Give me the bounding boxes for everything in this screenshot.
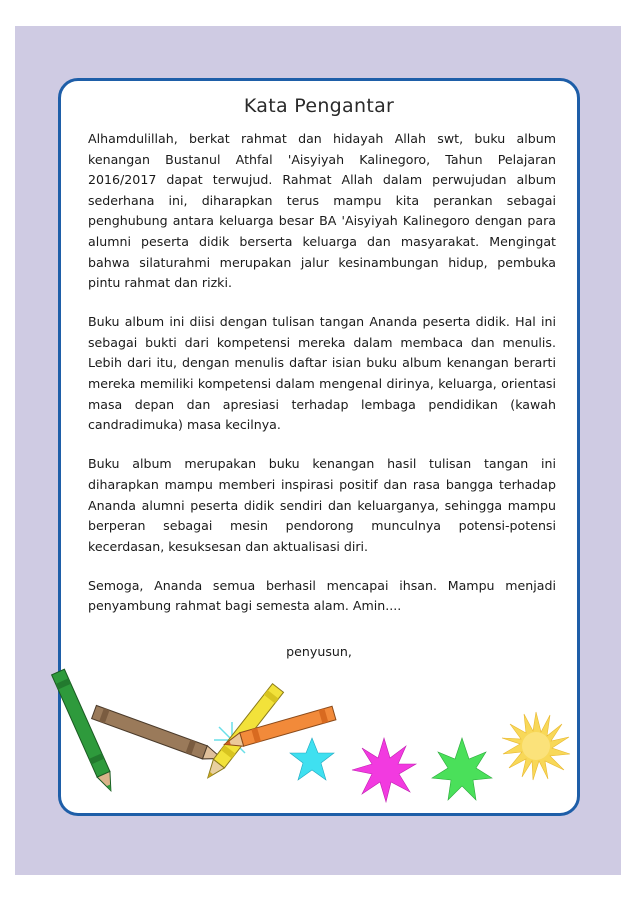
signoff: penyusun, — [286, 644, 352, 659]
paragraph-3: Buku album merupakan buku kenangan hasil tulisan tangan ini diharapkan mampu memberi inspirasi positif dan rasa bangga terhadap Ananda alumni peserta didik sendiri dan keluarganya, sehingga mampu berperan sebagai mesin pendorong munculnya potensi-potensi kecerdasan, kesuksesan dan aktualisasi diri. — [88, 456, 556, 554]
preface-body — [88, 129, 556, 635]
page-title: Kata Pengantar — [243, 95, 395, 117]
paragraph-4: Semoga, Ananda semua berhasil mencapai ihsan. Mampu menjadi penyambung rahmat bagi semesta alam. Amin.... — [88, 577, 556, 614]
preface-card — [58, 78, 580, 816]
paragraph-2: Buku album ini diisi dengan tulisan tangan Ananda peserta didik. Hal ini sebagai bukti dari kompetensi mereka dalam membaca dan menulis. Lebih dari itu, dengan menulis daftar isian buku album kenangan berarti mereka memiliki kompetensi dalam mengenal dirinya, keluarga, orientasi masa depan dan apresiasi terhadap lembaga pendidikan (kawah candradimuka) masa kecilnya. — [88, 314, 556, 433]
paragraph-1: Alhamdulillah, berkat rahmat dan hidayah Allah swt, buku album kenangan Bustanul Athfal 'Aisyiyah Kalinegoro, Tahun Pelajaran 2016/2017 dapat terwujud. Rahmat Allah dalam perwujudan album sederhana ini, diharapkan terus mampu kita perankan sebagai penghubung antara keluarga besar BA 'Aisyiyah Kalinegoro dengan para alumni peserta didik berserta keluarga dan masyarakat. Mengingat bahwa silaturahmi merupakan jalur kesinambungan hidup, pembuka pintu rahmat dan rizki. — [88, 131, 556, 291]
